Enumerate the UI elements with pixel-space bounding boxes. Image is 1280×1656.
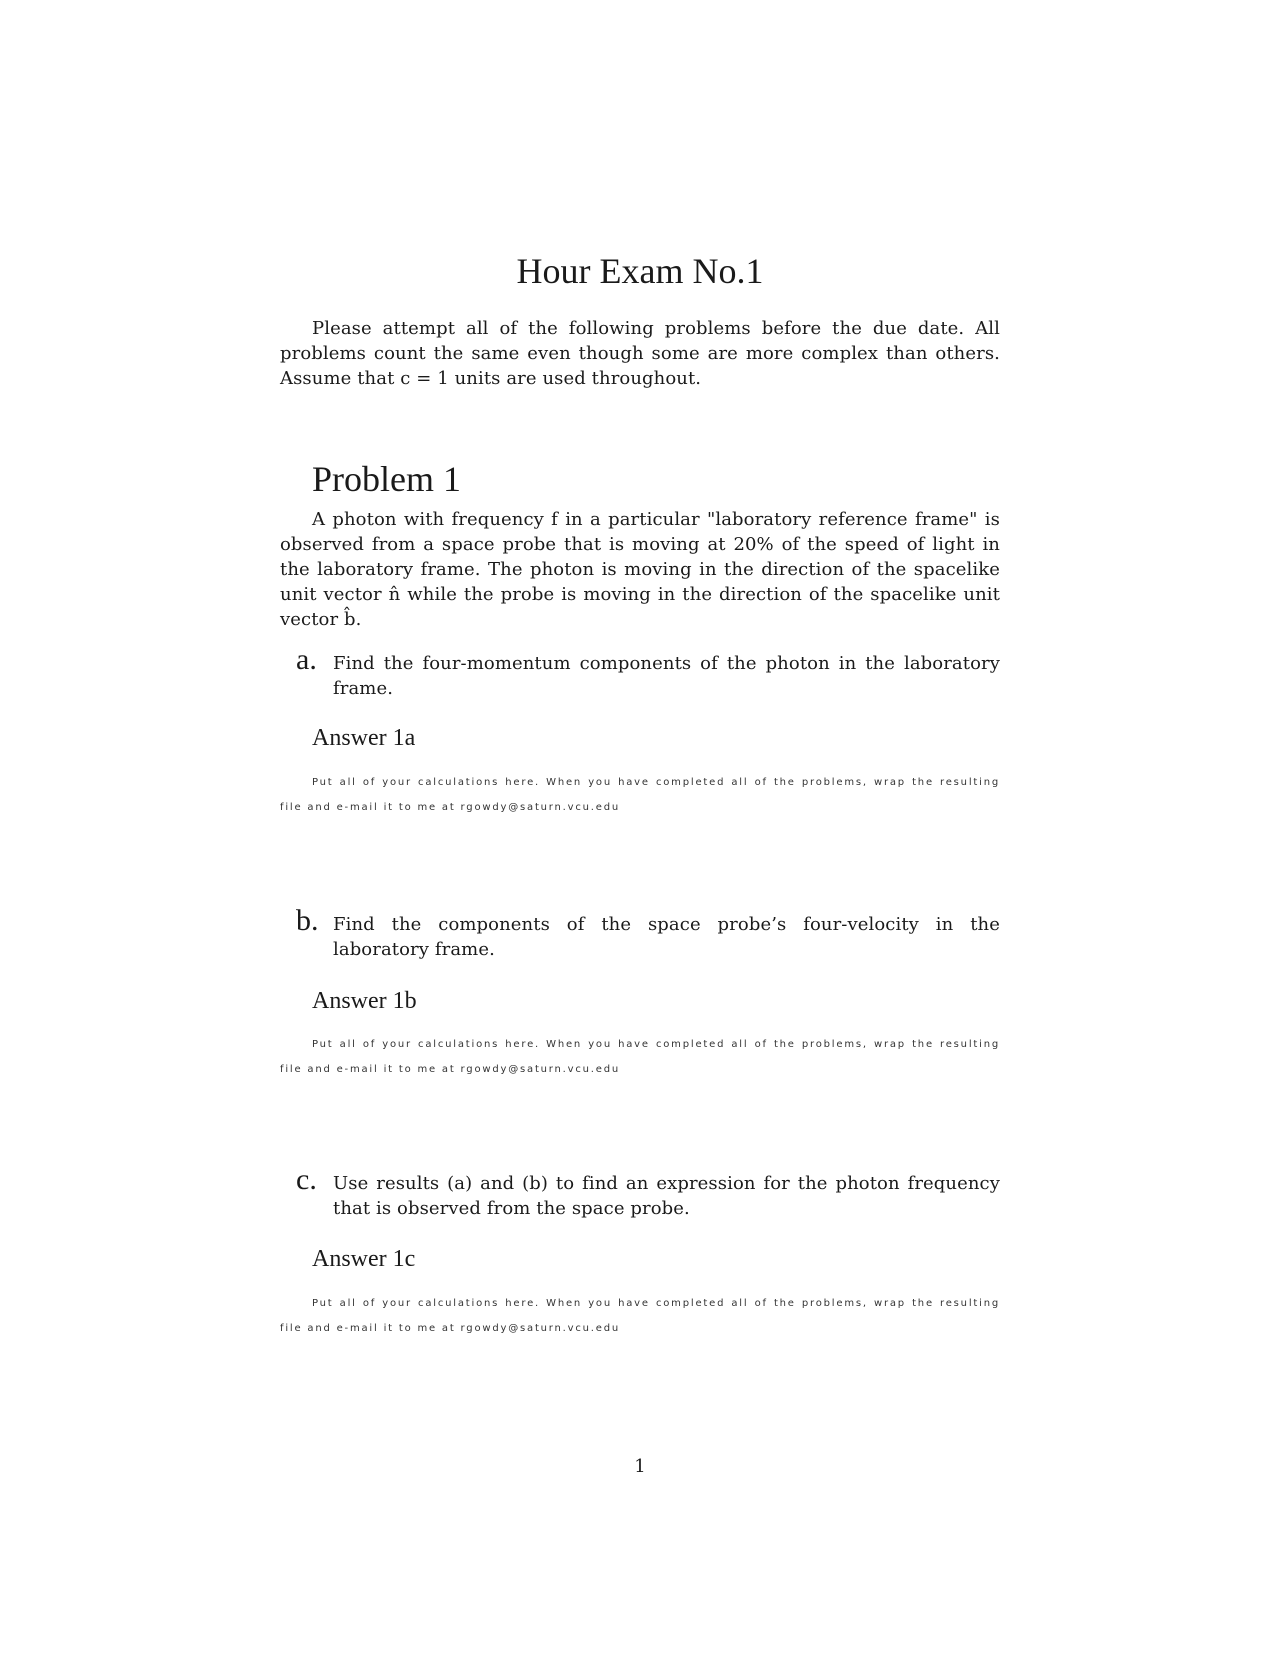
- answer-1a-heading: Answer 1a: [312, 725, 416, 751]
- part-a-letter: a.: [296, 643, 317, 676]
- part-a: [280, 643, 1000, 701]
- part-c: [280, 1163, 1000, 1221]
- answer-1c-body: [280, 1291, 1000, 1341]
- part-c-question: Use results (a) and (b) to find an expression for the photon frequency that is observed from the space probe.: [333, 1173, 1000, 1219]
- answer-1c-text: Put all of your calculations here. When you have completed all of the problems, wrap the resulting file and e-mail it to me at rgowdy@saturn.vcu.edu: [280, 1298, 1000, 1334]
- page-number: 1: [634, 1456, 646, 1477]
- answer-1b-text: Put all of your calculations here. When you have completed all of the problems, wrap the resulting file and e-mail it to me at rgowdy@saturn.vcu.edu: [280, 1039, 1000, 1075]
- answer-1a-body: [280, 770, 1000, 820]
- intro-paragraph: [280, 316, 1000, 391]
- problem-statement-text: A photon with frequency f in a particular "laboratory reference frame" is observed from a space probe that is moving at 20% of the speed of light in the laboratory frame. The photon is moving in the direction of the spacelike unit vector n̂ while the probe is moving in the direction of the spacelike unit vector b̂.: [280, 509, 1000, 630]
- intro-text: Please attempt all of the following problems before the due date. All problems count the same even though some are more complex than others. Assume that c = 1 units are used throughout.: [280, 318, 1000, 389]
- part-b-letter: b.: [296, 904, 319, 937]
- exam-title: Hour Exam No.1: [516, 251, 764, 291]
- answer-1b-heading: Answer 1b: [312, 988, 417, 1014]
- part-b: [280, 904, 1000, 962]
- part-b-question: Find the components of the space probe’s four-velocity in the laboratory frame.: [333, 914, 1000, 960]
- part-c-letter: c.: [296, 1163, 317, 1196]
- answer-1a-text: Put all of your calculations here. When you have completed all of the problems, wrap the resulting file and e-mail it to me at rgowdy@saturn.vcu.edu: [280, 777, 1000, 813]
- part-a-question: Find the four-momentum components of the photon in the laboratory frame.: [333, 653, 1000, 699]
- exam-page: [280, 0, 1000, 1656]
- problem-statement: [280, 507, 1000, 632]
- answer-1c-heading: Answer 1c: [312, 1246, 416, 1272]
- answer-1b-body: [280, 1032, 1000, 1082]
- problem-heading: Problem 1: [312, 459, 461, 499]
